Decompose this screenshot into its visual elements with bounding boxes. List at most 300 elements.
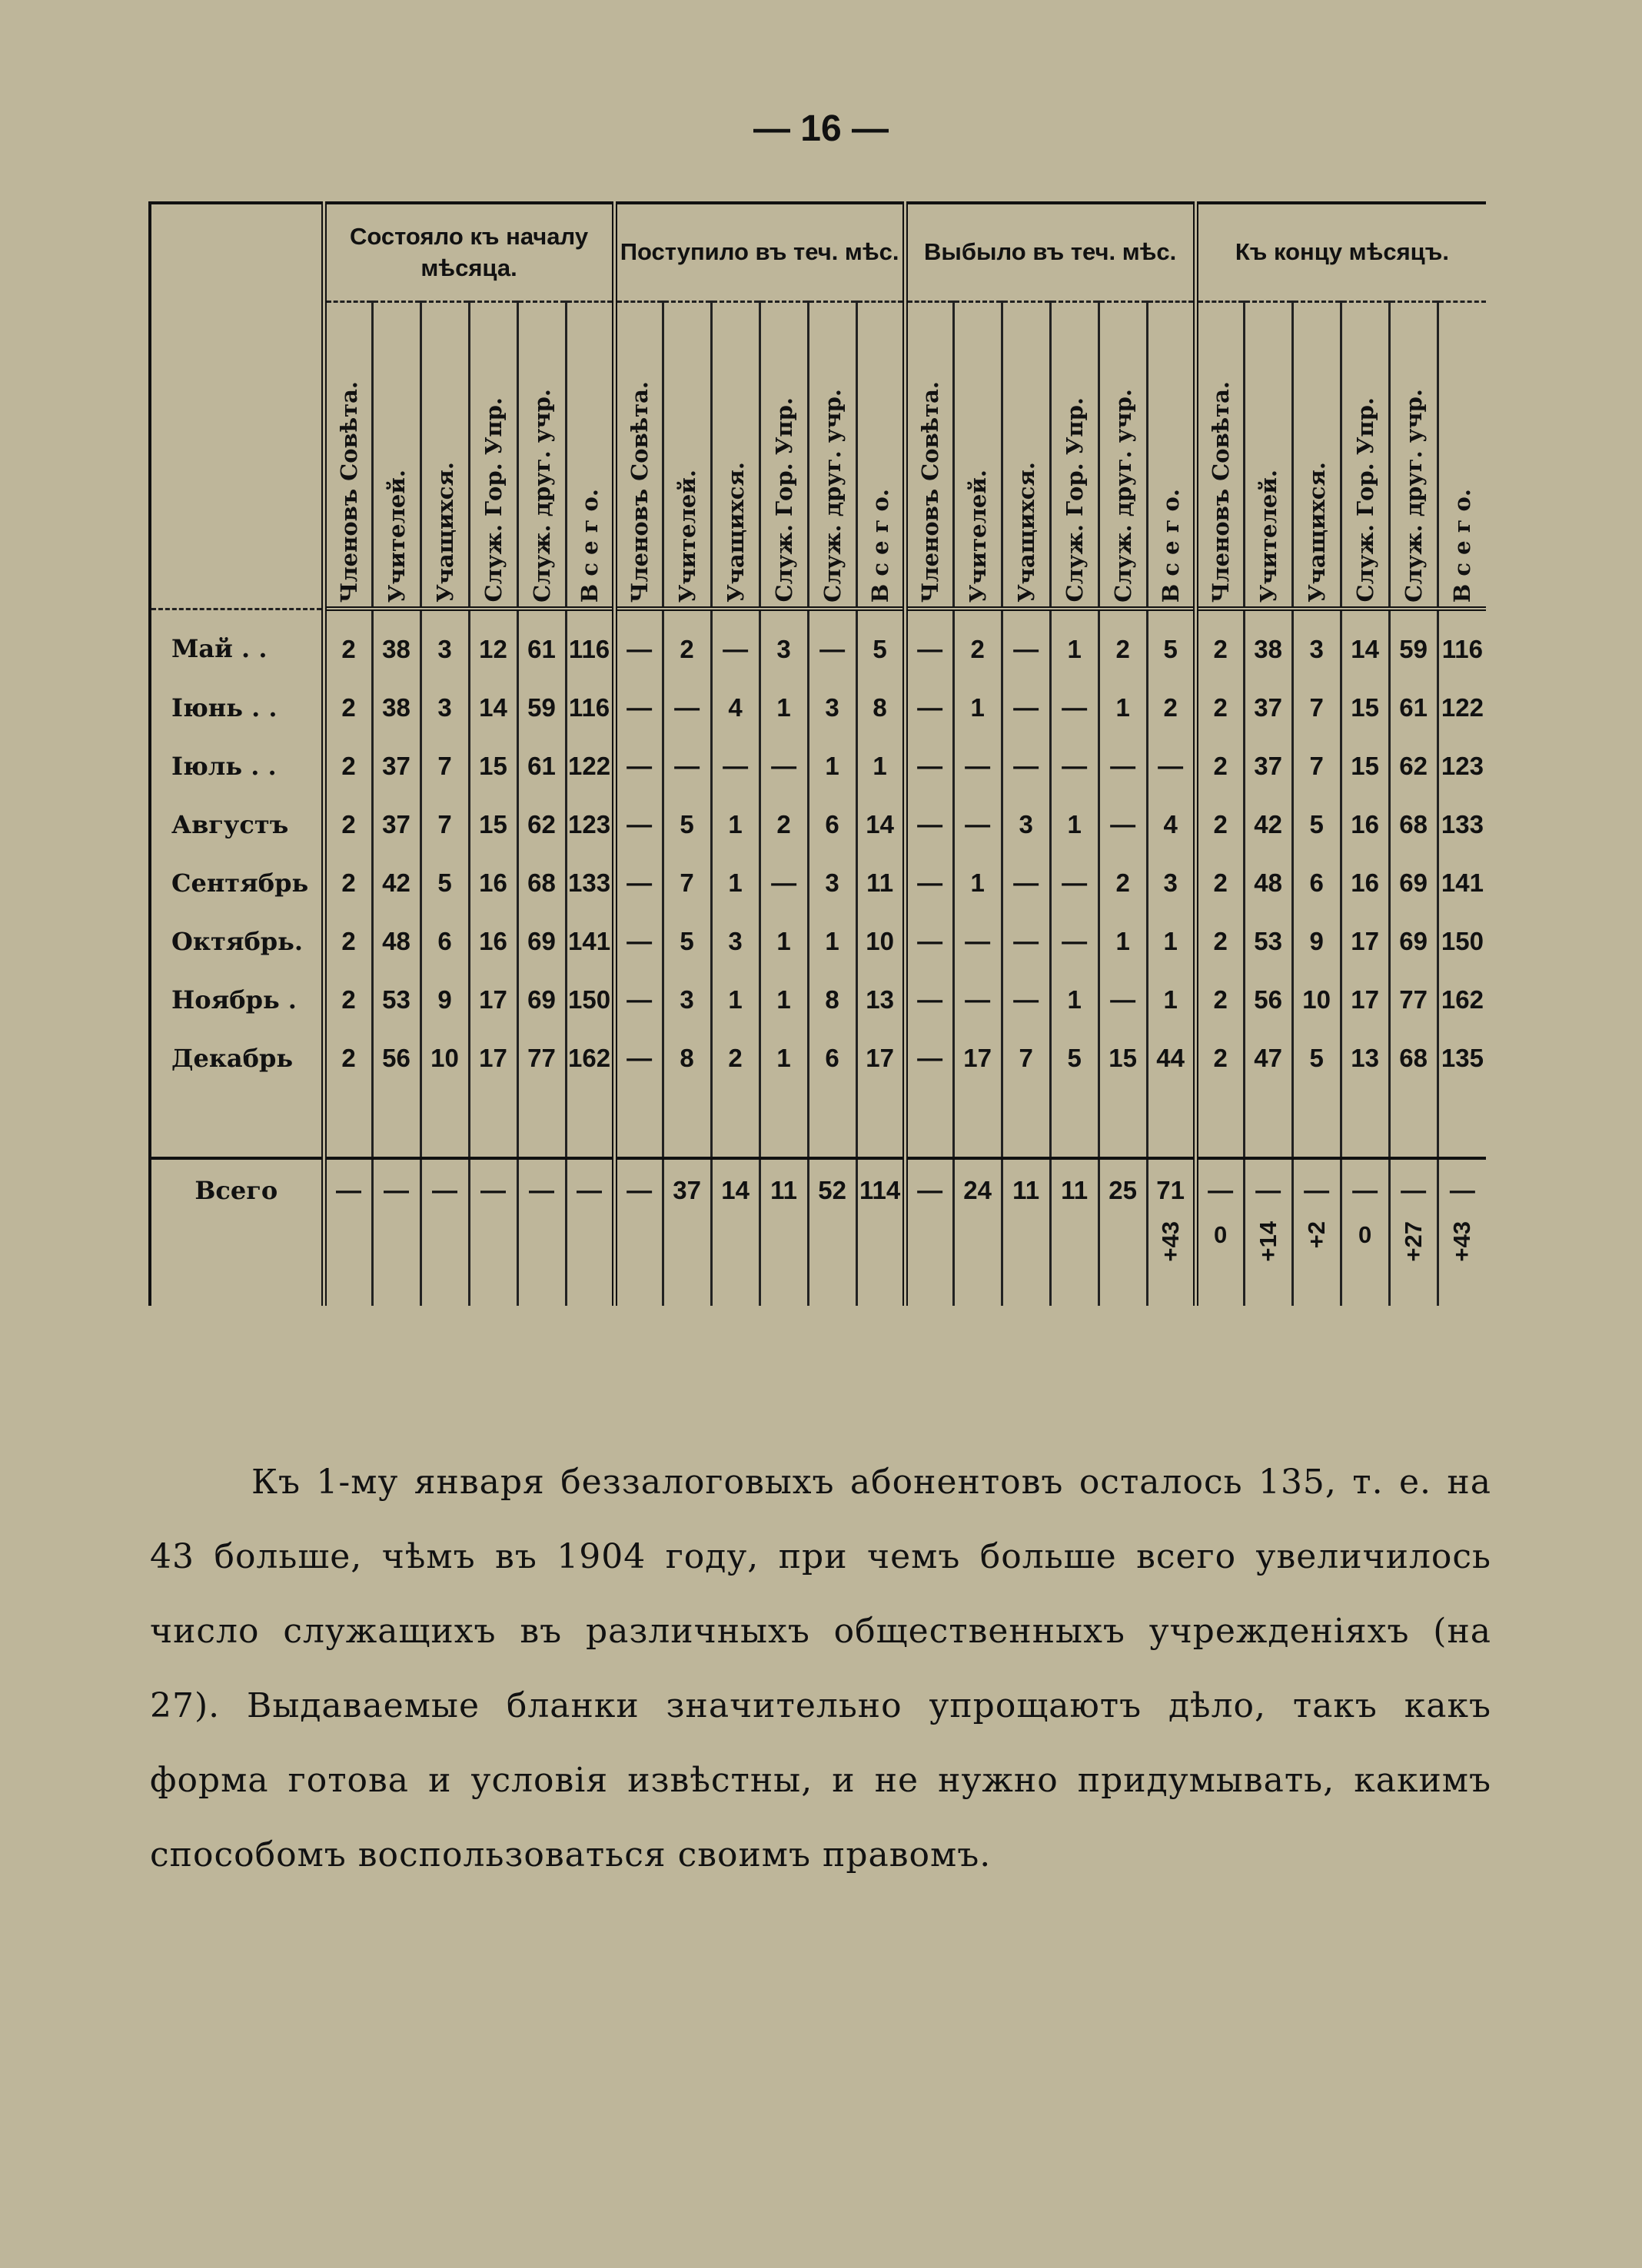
- difference-cell: [663, 1221, 711, 1306]
- table-cell: 162: [566, 1029, 614, 1088]
- total-cell: —: [1389, 1158, 1438, 1221]
- difference-cell: [1050, 1221, 1099, 1306]
- month-label: Іюль . .: [150, 737, 324, 795]
- column-header-label: Служ. друг. учр.: [1400, 389, 1427, 603]
- table-cell: 10: [1292, 971, 1341, 1029]
- table-cell: 2: [711, 1029, 760, 1088]
- column-header: [856, 302, 905, 609]
- table-cell: 16: [469, 912, 517, 971]
- spacer-cell: [905, 1088, 953, 1158]
- table-cell: 9: [420, 971, 469, 1029]
- difference-cell: [1244, 1221, 1292, 1306]
- table-cell: —: [760, 854, 808, 912]
- table-cell: 1: [711, 971, 760, 1029]
- table-cell: 5: [663, 795, 711, 854]
- table-cell: —: [1050, 854, 1099, 912]
- table-cell: 69: [1389, 854, 1438, 912]
- table-cell: 68: [1389, 795, 1438, 854]
- table-cell: 2: [1195, 737, 1244, 795]
- table-row: [150, 795, 1486, 854]
- difference-cell: [469, 1221, 517, 1306]
- table-row: [150, 912, 1486, 971]
- table-cell: 1: [808, 912, 856, 971]
- difference-cell: [856, 1221, 905, 1306]
- table-cell: —: [1002, 609, 1050, 679]
- table-cell: 3: [420, 679, 469, 737]
- difference-cell: [1292, 1221, 1341, 1306]
- table-cell: 53: [1244, 912, 1292, 971]
- spacer-cell: [711, 1088, 760, 1158]
- table-cell: 61: [1389, 679, 1438, 737]
- column-header-label: Служ. Гор. Упр.: [1061, 397, 1088, 603]
- table-cell: 2: [1195, 912, 1244, 971]
- table-cell: 2: [1195, 1029, 1244, 1088]
- table-cell: —: [663, 679, 711, 737]
- table-cell: 150: [566, 971, 614, 1029]
- total-cell: —: [905, 1158, 953, 1221]
- table-cell: —: [614, 971, 663, 1029]
- column-header: [566, 302, 614, 609]
- difference-cell: [760, 1221, 808, 1306]
- column-header-label: Членовъ Совѣта.: [916, 380, 943, 603]
- table-cell: 77: [1389, 971, 1438, 1029]
- table-cell: —: [905, 795, 953, 854]
- table-cell: 2: [1099, 854, 1147, 912]
- table-cell: 2: [324, 795, 372, 854]
- table-cell: 2: [1195, 854, 1244, 912]
- table-cell: 1: [760, 912, 808, 971]
- table-cell: 1: [760, 679, 808, 737]
- total-cell: —: [324, 1158, 372, 1221]
- table-cell: —: [905, 609, 953, 679]
- month-label: Октябрь.: [150, 912, 324, 971]
- group-header-start: Состояло къ началу мѣсяца.: [324, 203, 614, 302]
- table-cell: 48: [1244, 854, 1292, 912]
- group-header-received: Поступило въ теч. мѣс.: [614, 203, 905, 302]
- table-cell: 3: [420, 609, 469, 679]
- spacer-cell: [566, 1088, 614, 1158]
- column-header: [1438, 302, 1486, 609]
- spacer-cell: [420, 1088, 469, 1158]
- table-cell: 7: [1292, 679, 1341, 737]
- difference-cell: [953, 1221, 1002, 1306]
- table-cell: 17: [953, 1029, 1002, 1088]
- table-cell: 37: [1244, 679, 1292, 737]
- table-cell: 3: [1002, 795, 1050, 854]
- column-header: [469, 302, 517, 609]
- group-header-row: [150, 203, 1486, 302]
- table-cell: —: [953, 912, 1002, 971]
- table-cell: 68: [517, 854, 566, 912]
- table-row: [150, 971, 1486, 1029]
- table-cell: 12: [469, 609, 517, 679]
- table-cell: —: [1147, 737, 1195, 795]
- table-cell: 1: [711, 795, 760, 854]
- spacer-cell: [1002, 1088, 1050, 1158]
- table-cell: 1: [1099, 679, 1147, 737]
- column-header-label: Служ. Гор. Упр.: [480, 397, 507, 603]
- table-cell: —: [760, 737, 808, 795]
- table-cell: 5: [1292, 1029, 1341, 1088]
- spacer-cell: [1099, 1088, 1147, 1158]
- table-cell: 1: [856, 737, 905, 795]
- table-cell: 11: [856, 854, 905, 912]
- difference-cell: [517, 1221, 566, 1306]
- table-cell: 122: [566, 737, 614, 795]
- table-cell: 47: [1244, 1029, 1292, 1088]
- table-cell: 14: [856, 795, 905, 854]
- total-cell: —: [517, 1158, 566, 1221]
- spacer-cell: [1050, 1088, 1099, 1158]
- table-cell: 116: [566, 609, 614, 679]
- table-cell: —: [614, 1029, 663, 1088]
- column-header-label: Учащихся.: [1303, 462, 1330, 603]
- table-cell: 5: [1292, 795, 1341, 854]
- table-cell: 17: [469, 971, 517, 1029]
- difference-value: 0: [1358, 1221, 1372, 1248]
- table-cell: 162: [1438, 971, 1486, 1029]
- table-cell: 53: [372, 971, 420, 1029]
- difference-cell: [372, 1221, 420, 1306]
- column-header: [1292, 302, 1341, 609]
- table-cell: 1: [711, 854, 760, 912]
- table-cell: —: [905, 1029, 953, 1088]
- table-cell: 13: [856, 971, 905, 1029]
- table-cell: —: [1002, 679, 1050, 737]
- table-cell: 3: [663, 971, 711, 1029]
- column-header-label: Учителей.: [383, 469, 410, 603]
- column-header: [1389, 302, 1438, 609]
- table-cell: —: [614, 609, 663, 679]
- column-header-label: Служ. друг. учр.: [528, 389, 555, 603]
- table-cell: 2: [953, 609, 1002, 679]
- total-cell: —: [420, 1158, 469, 1221]
- difference-cell: [1195, 1221, 1244, 1306]
- table-cell: 6: [808, 1029, 856, 1088]
- table-cell: 141: [1438, 854, 1486, 912]
- table-cell: 61: [517, 737, 566, 795]
- total-cell: —: [566, 1158, 614, 1221]
- difference-cell: [1147, 1221, 1195, 1306]
- statistics-table-container: [148, 201, 1484, 1368]
- column-header-label: Служ. друг. учр.: [1109, 389, 1136, 603]
- column-header-label: В с е г о.: [576, 488, 603, 603]
- table-cell: 13: [1341, 1029, 1389, 1088]
- table-cell: 17: [469, 1029, 517, 1088]
- column-header: [614, 302, 663, 609]
- column-header-label: В с е г о.: [1449, 488, 1476, 603]
- table-cell: 7: [420, 737, 469, 795]
- table-cell: 1: [1050, 795, 1099, 854]
- table-cell: 59: [517, 679, 566, 737]
- month-label: Августъ: [150, 795, 324, 854]
- difference-cell: [1099, 1221, 1147, 1306]
- table-cell: 7: [420, 795, 469, 854]
- table-cell: 1: [953, 854, 1002, 912]
- column-header-label: Членовъ Совѣта.: [1207, 380, 1234, 603]
- table-cell: 1: [1099, 912, 1147, 971]
- table-cell: 2: [324, 971, 372, 1029]
- spacer-cell: [614, 1088, 663, 1158]
- difference-cell: [614, 1221, 663, 1306]
- total-cell: —: [1292, 1158, 1341, 1221]
- total-label: Всего: [150, 1158, 324, 1221]
- table-cell: 48: [372, 912, 420, 971]
- table-cell: 44: [1147, 1029, 1195, 1088]
- table-cell: —: [1099, 971, 1147, 1029]
- difference-cell: [808, 1221, 856, 1306]
- table-cell: 8: [663, 1029, 711, 1088]
- table-cell: —: [905, 971, 953, 1029]
- table-cell: 135: [1438, 1029, 1486, 1088]
- difference-cell: [711, 1221, 760, 1306]
- table-cell: —: [1050, 737, 1099, 795]
- table-cell: 5: [420, 854, 469, 912]
- total-cell: 114: [856, 1158, 905, 1221]
- table-cell: 10: [420, 1029, 469, 1088]
- difference-cell: [1002, 1221, 1050, 1306]
- column-header: [372, 302, 420, 609]
- column-header-row: [150, 302, 1486, 609]
- month-label: Іюнь . .: [150, 679, 324, 737]
- table-cell: 2: [1195, 971, 1244, 1029]
- total-cell: 24: [953, 1158, 1002, 1221]
- difference-value: +43: [1448, 1221, 1476, 1262]
- spacer-cell: [1341, 1088, 1389, 1158]
- month-label: Май . .: [150, 609, 324, 679]
- table-cell: 5: [1147, 609, 1195, 679]
- difference-cell: [905, 1221, 953, 1306]
- table-cell: 14: [469, 679, 517, 737]
- table-cell: —: [614, 912, 663, 971]
- table-cell: 15: [1341, 737, 1389, 795]
- table-cell: 2: [1147, 679, 1195, 737]
- column-header: [711, 302, 760, 609]
- table-cell: —: [808, 609, 856, 679]
- column-header-label: Учащихся.: [431, 462, 458, 603]
- table-cell: 6: [808, 795, 856, 854]
- table-cell: 17: [1341, 912, 1389, 971]
- table-row: [150, 1029, 1486, 1088]
- column-header-label: Учащихся.: [1012, 462, 1039, 603]
- month-label: Ноябрь .: [150, 971, 324, 1029]
- total-cell: —: [1195, 1158, 1244, 1221]
- month-label: Декабрь: [150, 1029, 324, 1088]
- table-cell: 1: [760, 971, 808, 1029]
- table-cell: 2: [324, 1029, 372, 1088]
- table-cell: —: [1002, 854, 1050, 912]
- table-cell: —: [711, 609, 760, 679]
- table-cell: 17: [1341, 971, 1389, 1029]
- difference-value: +14: [1254, 1221, 1281, 1262]
- difference-value: 0: [1214, 1221, 1228, 1248]
- column-header-label: Учащихся.: [722, 462, 749, 603]
- total-cell: —: [1244, 1158, 1292, 1221]
- spacer-cell: [663, 1088, 711, 1158]
- table-cell: 3: [1292, 609, 1341, 679]
- table-cell: 61: [517, 609, 566, 679]
- table-cell: —: [1002, 912, 1050, 971]
- table-cell: 37: [372, 795, 420, 854]
- total-cell: 71: [1147, 1158, 1195, 1221]
- table-cell: 16: [1341, 854, 1389, 912]
- table-cell: 122: [1438, 679, 1486, 737]
- table-cell: 6: [1292, 854, 1341, 912]
- table-cell: 1: [1147, 912, 1195, 971]
- column-header-label: Служ. Гор. Упр.: [1351, 397, 1378, 603]
- table-cell: 3: [711, 912, 760, 971]
- table-cell: 38: [1244, 609, 1292, 679]
- table-cell: —: [1002, 737, 1050, 795]
- table-cell: 116: [1438, 609, 1486, 679]
- table-cell: 133: [566, 854, 614, 912]
- table-cell: —: [1050, 912, 1099, 971]
- column-header-label: Учителей.: [673, 469, 700, 603]
- column-header: [420, 302, 469, 609]
- spacer-cell: [1292, 1088, 1341, 1158]
- table-cell: 15: [1099, 1029, 1147, 1088]
- table-cell: —: [905, 854, 953, 912]
- table-cell: 2: [1099, 609, 1147, 679]
- month-header-cell: [150, 203, 324, 609]
- table-cell: —: [953, 795, 1002, 854]
- difference-value: +43: [1156, 1221, 1184, 1262]
- column-header: [808, 302, 856, 609]
- table-cell: 2: [324, 854, 372, 912]
- column-header-label: Служ. Гор. Упр.: [770, 397, 797, 603]
- table-cell: 133: [1438, 795, 1486, 854]
- table-cell: 68: [1389, 1029, 1438, 1088]
- difference-value: +2: [1302, 1221, 1330, 1249]
- table-cell: 150: [1438, 912, 1486, 971]
- difference-cell: [1341, 1221, 1389, 1306]
- table-cell: 2: [663, 609, 711, 679]
- column-header: [1050, 302, 1099, 609]
- table-cell: —: [953, 971, 1002, 1029]
- table-cell: 123: [1438, 737, 1486, 795]
- table-cell: 2: [760, 795, 808, 854]
- spacer-cell: [953, 1088, 1002, 1158]
- column-header: [324, 302, 372, 609]
- table-cell: —: [663, 737, 711, 795]
- table-cell: 3: [808, 679, 856, 737]
- table-cell: —: [614, 679, 663, 737]
- total-cell: 11: [760, 1158, 808, 1221]
- spacer-cell: [856, 1088, 905, 1158]
- spacer-cell: [469, 1088, 517, 1158]
- column-header-label: В с е г о.: [1157, 488, 1184, 603]
- table-cell: 4: [711, 679, 760, 737]
- table-cell: 7: [1292, 737, 1341, 795]
- table-cell: 69: [517, 912, 566, 971]
- table-cell: 69: [517, 971, 566, 1029]
- column-header: [517, 302, 566, 609]
- difference-value: +27: [1399, 1221, 1427, 1262]
- table-cell: 10: [856, 912, 905, 971]
- table-cell: 4: [1147, 795, 1195, 854]
- table-cell: —: [614, 737, 663, 795]
- spacer-cell: [324, 1088, 372, 1158]
- table-cell: 2: [324, 679, 372, 737]
- spacer-cell: [517, 1088, 566, 1158]
- table-body: [150, 609, 1486, 1306]
- table-cell: 15: [1341, 679, 1389, 737]
- table-cell: 2: [324, 737, 372, 795]
- table-cell: 3: [808, 854, 856, 912]
- table-cell: 6: [420, 912, 469, 971]
- table-cell: 141: [566, 912, 614, 971]
- column-header: [1244, 302, 1292, 609]
- total-cell: 11: [1002, 1158, 1050, 1221]
- table-cell: 59: [1389, 609, 1438, 679]
- difference-cell: [566, 1221, 614, 1306]
- total-cell: 52: [808, 1158, 856, 1221]
- table-row: [150, 679, 1486, 737]
- table-cell: 17: [856, 1029, 905, 1088]
- table-cell: —: [905, 679, 953, 737]
- column-header: [1002, 302, 1050, 609]
- difference-label: [150, 1221, 324, 1306]
- table-cell: —: [1099, 737, 1147, 795]
- table-row: [150, 737, 1486, 795]
- table-cell: 56: [372, 1029, 420, 1088]
- column-header-label: Членовъ Совѣта.: [335, 380, 362, 603]
- difference-cell: [1438, 1221, 1486, 1306]
- table-cell: 9: [1292, 912, 1341, 971]
- total-cell: —: [614, 1158, 663, 1221]
- column-header: [1147, 302, 1195, 609]
- table-cell: 62: [1389, 737, 1438, 795]
- column-header: [1099, 302, 1147, 609]
- column-header-label: В с е г о.: [866, 488, 893, 603]
- spacer-cell: [1244, 1088, 1292, 1158]
- table-cell: —: [953, 737, 1002, 795]
- table-cell: 2: [1195, 679, 1244, 737]
- table-cell: 56: [1244, 971, 1292, 1029]
- total-cell: —: [469, 1158, 517, 1221]
- table-cell: —: [905, 912, 953, 971]
- table-cell: 7: [663, 854, 711, 912]
- table-cell: 15: [469, 737, 517, 795]
- difference-cell: [1389, 1221, 1438, 1306]
- spacer-cell: [1195, 1088, 1244, 1158]
- table-cell: 1: [1050, 609, 1099, 679]
- page-number: — 16 —: [753, 108, 889, 149]
- table-cell: —: [614, 854, 663, 912]
- table-cell: 15: [469, 795, 517, 854]
- column-header-label: Учителей.: [964, 469, 991, 603]
- total-cell: 25: [1099, 1158, 1147, 1221]
- table-cell: 3: [760, 609, 808, 679]
- table-cell: 7: [1002, 1029, 1050, 1088]
- total-cell: —: [1438, 1158, 1486, 1221]
- table-cell: 123: [566, 795, 614, 854]
- column-header: [1195, 302, 1244, 609]
- spacer-row: [150, 1088, 1486, 1158]
- table-cell: 3: [1147, 854, 1195, 912]
- table-cell: —: [1099, 795, 1147, 854]
- spacer-cell: [1147, 1088, 1195, 1158]
- spacer-cell: [372, 1088, 420, 1158]
- table-row: [150, 854, 1486, 912]
- table-cell: 37: [372, 737, 420, 795]
- body-paragraph: Къ 1-му января беззалоговыхъ абонентовъ осталось 135, т. е. на 43 больше, чѣмъ въ 1904 году, при чемъ больше всего увеличилось число служащихъ въ различныхъ общественныхъ учрежденіяхъ (на 27). Выдаваемые бланки значительно упрощаютъ дѣло, такъ какъ форма готова и условія извѣстны, и не нужно придумывать, какимъ способомъ воспользоваться своимъ правомъ.: [150, 1463, 1491, 1875]
- table-cell: 38: [372, 609, 420, 679]
- table-cell: 1: [1147, 971, 1195, 1029]
- table-cell: 42: [372, 854, 420, 912]
- column-header: [760, 302, 808, 609]
- total-cell: 11: [1050, 1158, 1099, 1221]
